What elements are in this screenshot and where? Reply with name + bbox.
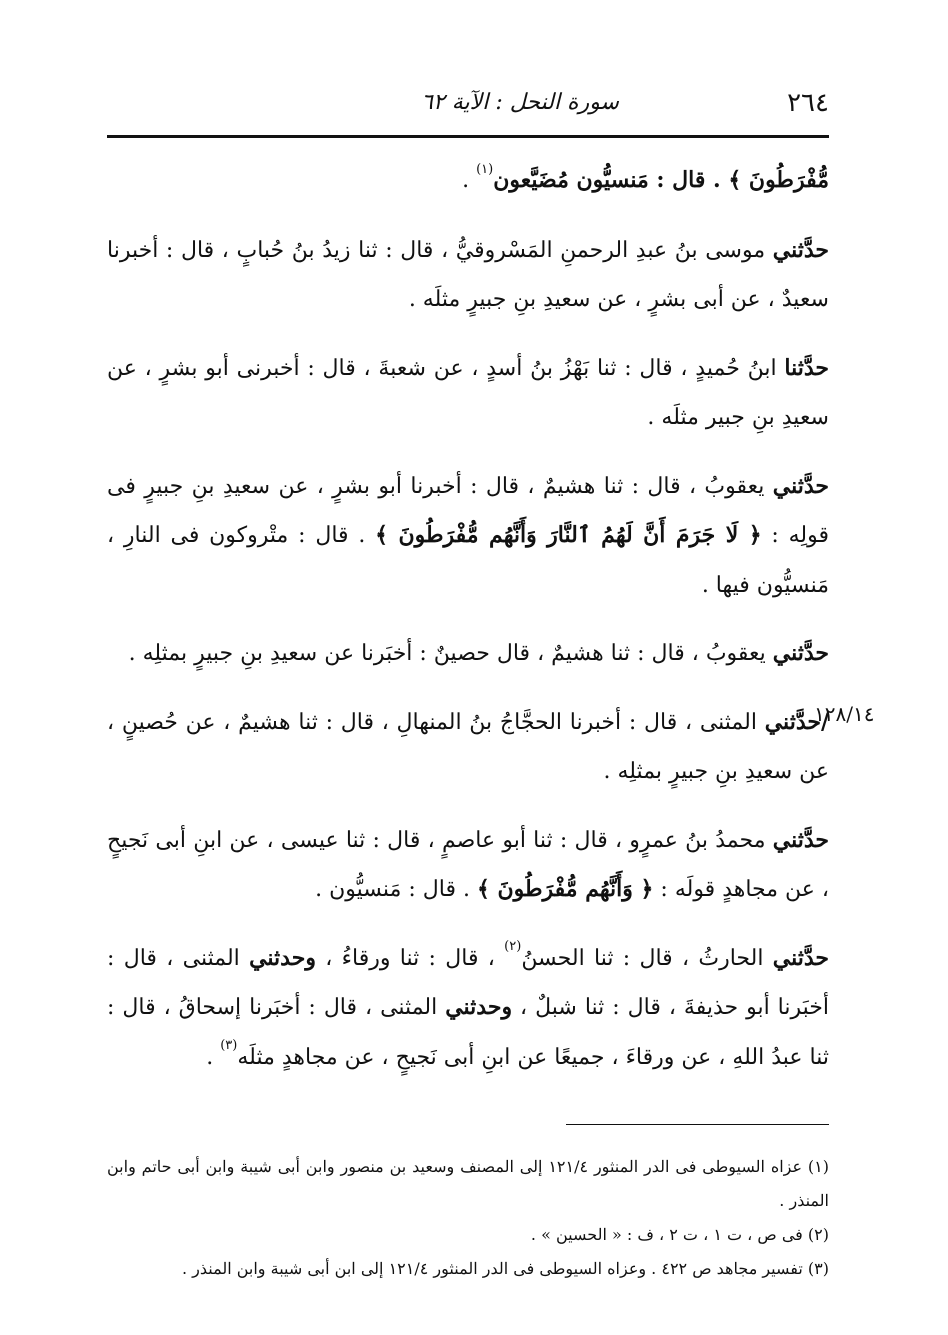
surah-title: سورة النحل : الآية ٦٢	[421, 90, 619, 115]
footnote-marker-3: (٣)	[220, 1038, 238, 1054]
quran-quote: ﴿ لَا جَرَمَ أَنَّ لَهُمُ ٱلنَّارَ وَأَنَّهُم مُّفْرَطُونَ ﴾	[375, 522, 762, 548]
header-rule	[107, 135, 829, 138]
paragraph-1: مُّفْرَطُونَ ﴾ . قال : مَنسيُّون مُضَيَّعون$^{(١)}$ .	[462, 161, 829, 193]
footnote-rule	[566, 1124, 829, 1125]
page-number: ٢٦٤	[787, 88, 829, 118]
paragraph-3: حدَّثنا ابنُ حُميدٍ ، قال : ثنا بَهْزُ بنُ أسدٍ ، عن شعبةَ ، قال : أخبرنى أبو بشرٍ ، عن سعيدِ بنِ جبير مثلَه .	[107, 354, 829, 430]
paragraph-2: حدَّثني موسى بنُ عبدِ الرحمنِ المَسْروقيُّ ، قال : ثنا زيدُ بنُ حُبابٍ ، قال : أخبرنا سعيدٌ ، عن أبى بشرٍ ، عن سعيدِ بنِ جبيرٍ مثلَه .	[107, 236, 829, 312]
paragraph-5: حدَّثني يعقوبُ ، قال : ثنا هشيمٌ ، قال حصينٌ : أخبَرنا عن سعيدِ بنِ جبيرٍ بمثلِه .	[128, 640, 829, 666]
narration-lead: حدَّثني	[772, 472, 829, 499]
footnote-3: (٣) تفسير مجاهد ص ٤٢٢ . وعزاه السيوطى فى الدر المنثور ١٢١/٤ إلى ابن أبى شيبة وابن المنذر .	[181, 1259, 829, 1278]
main-text	[107, 156, 829, 1101]
footnote-2: (٢) فى ص ، ت ١ ، ت ٢ ، ف : « الحسين » .	[530, 1225, 829, 1244]
paragraph-7: حدَّثني محمدُ بنُ عمرٍو ، قال : ثنا أبو عاصمٍ ، قال : ثنا عيسى ، عن ابنِ أبى نَجيحٍ ، عن مجاهدٍ قولَه : ﴿ وَأَنَّهُم مُّفْرَطُونَ ﴾ . قال : مَنسيُّون .	[107, 826, 829, 902]
page-header	[107, 82, 829, 130]
narration-lead: وحدثني	[249, 944, 316, 971]
paragraph-6: /حدَّثني المثنى ، قال : أخبرنا الحجَّاجُ بنُ المنهالِ ، قال : ثنا هشيمٌ ، عن حُصينٍ ، عن سعيدِ بنِ جبيرٍ بمثلِه .	[107, 708, 829, 784]
quran-fragment: مُّفْرَطُونَ ﴾ . قال : مَنسيُّون مُضَيَّعون	[493, 167, 829, 193]
narration-lead: /حدَّثني	[764, 708, 829, 735]
narration-lead: حدَّثنا	[784, 354, 829, 381]
footnote-marker-1: (١)	[476, 161, 494, 177]
paragraph-4: حدَّثني يعقوبُ ، قال : ثنا هشيمٌ ، قال : أخبرنا أبو بشرٍ ، عن سعيدِ بنِ جبيرٍ فى قولِه : ﴿ لَا جَرَمَ أَنَّ لَهُمُ ٱلنَّارَ وَأَنَّهُم مُّفْرَطُونَ ﴾ . قال : متْروكون فى النارِ ، مَنسيُّون فيها .	[107, 472, 830, 598]
quran-quote: ﴿ وَأَنَّهُم مُّفْرَطُونَ ﴾	[476, 876, 654, 902]
narration-lead: حدَّثني	[772, 944, 830, 971]
narration-lead: حدَّثني	[772, 236, 829, 263]
narration-lead: حدَّثني	[772, 640, 829, 666]
narration-lead: حدَّثني	[772, 826, 829, 853]
narration-lead: وحدثني	[445, 994, 513, 1020]
paragraph-8: حدَّثني الحارثُ ، قال : ثنا الحسنُ$^{(٢)}$ ، قال : ثنا ورقاءُ ، وحدثني المثنى ، قال : أخبَرنا أبو حذيفةَ ، قال : ثنا شبلٌ ، وحدثني المثنى ، قال : أخبَرنا إسحاقُ ، قال : ثنا عبدُ اللهِ ، عن ورقاءَ ، جميعًا عن ابنِ أبى نَجيحٍ ، عن مجاهدٍ مثلَه$^{(٣)}$ .	[107, 939, 830, 1070]
footnote-marker-2: (٢)	[504, 939, 522, 955]
footnotes	[107, 1150, 829, 1286]
footnote-1: (١) عزاه السيوطى فى الدر المنثور ١٢١/٤ إلى المصنف وسعيد بن منصور وابن أبى شيبة وابن أبى حاتم وابن المنذر .	[107, 1157, 829, 1210]
margin-reference: ١٢٨/١٤	[814, 702, 875, 726]
